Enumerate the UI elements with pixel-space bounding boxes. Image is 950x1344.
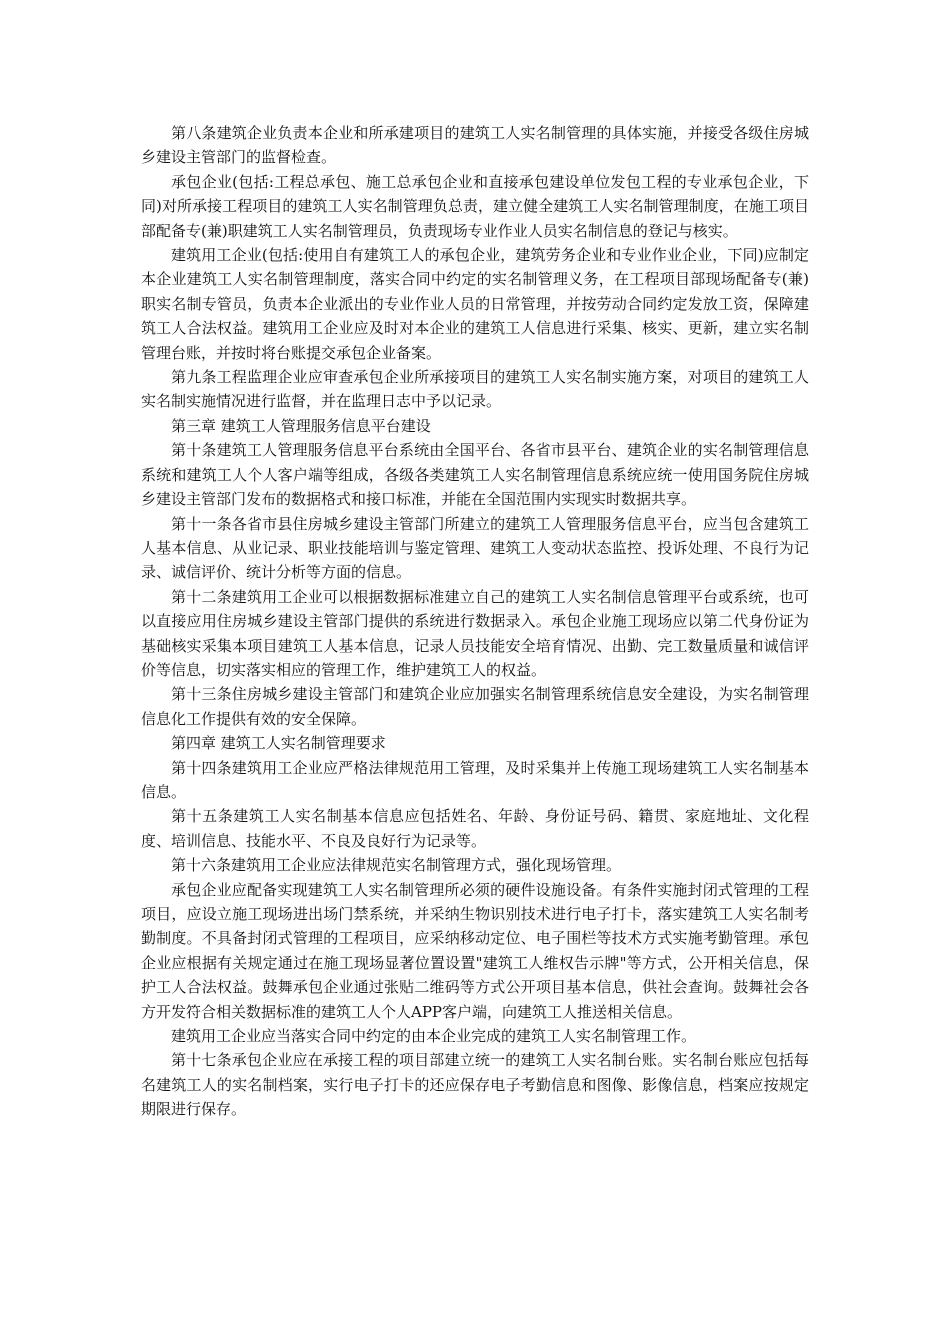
chapter-heading-3: 第三章 建筑工人管理服务信息平台建设 — [171, 416, 431, 435]
paragraph-hardware-facilities: 承包企业应配备实现建筑工人实名制管理所必须的硬件设施设备。有条件实施封闭式管理的工程项目，应设立施工现场进出场门禁系统，并采纳生物识别技术进行电子打卡，落实建筑工人实名制考勤制度。不具备封闭式管理的工程项目，应采纳移动定位、电子围栏等技术方式实施考勤管理。承包企业应根据有关规定通过在施工现场显著位置设置"建筑工人维权告示牌"等方式，公开相关信息，保护工人合法权益。鼓舞承包企业通过张贴二维码等方式公开项目基本信息，供社会查询。鼓舞社会各方开发符合相关数据标准的建筑工人个人APP客户端，向建筑工人推送相关信息。 — [141, 880, 809, 1021]
paragraph-article-17: 第十七条承包企业应在承接工程的项目部建立统一的建筑工人实名制台账。实名制台账应包括每名建筑工人的实名制档案，实行电子打卡的还应保存电子考勤信息和图像、影像信息，档案应按规定期限进行保存。 — [141, 1051, 809, 1119]
paragraph-article-13: 第十三条住房城乡建设主管部门和建筑企业应加强实名制管理系统信息安全建设，为实名制管理信息化工作提供有效的安全保障。 — [141, 685, 809, 728]
paragraph-article-8: 第八条建筑企业负责本企业和所承建项目的建筑工人实名制管理的具体实施，并接受各级住房城乡建设主管部门的监督检查。 — [141, 124, 809, 167]
paragraph-article-10: 第十条建筑工人管理服务信息平台系统由全国平台、各省市县平台、建筑企业的实名制管理信息系统和建筑工人个人客户端等组成，各级各类建筑工人实名制管理信息系统应统一使用国务院住房城乡建设主管部门发布的数据格式和接口标准，并能在全国范围内实现实时数据共享。 — [141, 441, 809, 509]
paragraph-article-16: 第十六条建筑用工企业应法律规范实名制管理方式，强化现场管理。 — [171, 856, 622, 875]
paragraph-article-11: 第十一条各省市县住房城乡建设主管部门所建立的建筑工人管理服务信息平台，应当包含建筑工人基本信息、从业记录、职业技能培训与鉴定管理、建筑工人变动状态监控、投诉处理、不良行为记录、诚信评价、统计分析等方面的信息。 — [141, 514, 809, 582]
chapter-heading-4: 第四章 建筑工人实名制管理要求 — [171, 734, 386, 753]
paragraph-employer-duties: 建筑用工企业(包括:使用自有建筑工人的承包企业，建筑劳务企业和专业作业企业，下同)应制定本企业建筑工人实名制管理制度，落实合同中约定的实名制管理义务，在工程项目部现场配备专(兼)职实名制专管员，负责本企业派出的专业作业人员的日常管理，并按劳动合同约定发放工资，保障建筑工人合法权益。建筑用工企业应及时对本企业的建筑工人信息进行采集、核实、更新，建立实名制管理台账，并按时将台账提交承包企业备案。 — [141, 246, 809, 362]
paragraph-article-14: 第十四条建筑用工企业应严格法律规范用工管理，及时采集并上传施工现场建筑工人实名制基本信息。 — [141, 758, 809, 801]
paragraph-article-12: 第十二条建筑用工企业可以根据数据标准建立自己的建筑工人实名制信息管理平台或系统，也可以直接应用住房城乡建设主管部门提供的系统进行数据录入。承包企业施工现场应以第二代身份证为基础核实采集本项目建筑工人基本信息，记录人员技能安全培育情况、出勤、完工数量质量和诚信评价等信息，切实落实相应的管理工作，维护建筑工人的权益。 — [141, 587, 809, 679]
paragraph-employer-contract: 建筑用工企业应当落实合同中约定的由本企业完成的建筑工人实名制管理工作。 — [171, 1027, 697, 1046]
paragraph-article-9: 第九条工程监理企业应审查承包企业所承接项目的建筑工人实名制实施方案，对项目的建筑工人实名制实施情况进行监督，并在监理日志中予以记录。 — [141, 368, 809, 411]
paragraph-article-15: 第十五条建筑工人实名制基本信息应包括姓名、年龄、身份证号码、籍贯、家庭地址、文化程度、培训信息、技能水平、不良及良好行为记录等。 — [141, 807, 809, 850]
paragraph-contractor-duties: 承包企业(包括:工程总承包、施工总承包企业和直接承包建设单位发包工程的专业承包企业，下同)对所承接工程项目的建筑工人实名制管理负总责，建立健全建筑工人实名制管理制度，在施工项目部配备专(兼)职建筑工人实名制管理员，负责现场专业作业人员实名制信息的登记与核实。 — [141, 172, 809, 240]
document-body — [141, 121, 809, 1122]
